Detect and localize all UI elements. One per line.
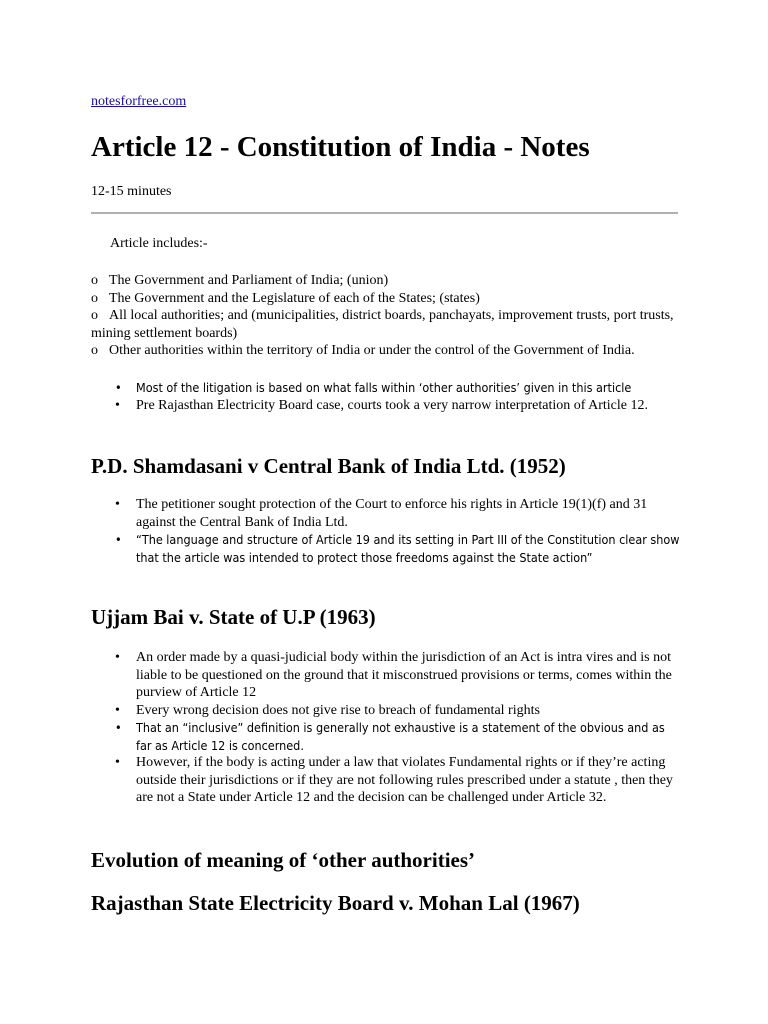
section-heading: Evolution of meaning of ‘other authorities’ <box>91 848 476 872</box>
list-item: o Other authorities within the territory of India or under the control of the Government of India. <box>91 343 635 358</box>
bullet-icon: • <box>115 720 122 735</box>
read-time: 12-15 minutes <box>91 184 172 199</box>
bullet-list-ujjam <box>115 649 680 807</box>
section-heading: Ujjam Bai v. State of U.P (1963) <box>91 605 376 629</box>
list-item: • However, if the body is acting under a law that violates Fundamental rights or if they’re acting outside their jurisdictions or if they are not following rules prescribed under a statute , then they are not a State under Article 12 and the decision can be challenged under Article 32. <box>115 755 673 805</box>
o-list <box>91 272 681 360</box>
list-item: o The Government and Parliament of India; (union) <box>91 273 389 288</box>
bullet-list-intro <box>115 379 680 414</box>
intro-text: Article includes:- <box>110 236 208 251</box>
section-heading: Rajasthan State Electricity Board v. Mohan Lal (1967) <box>91 891 580 915</box>
source-link[interactable]: notesforfree.com <box>91 94 187 109</box>
list-item: • That an “inclusive” definition is generally not exhaustive is a statement of the obvious and as far as Article 12 is concerned. <box>115 720 665 753</box>
bullet-icon: • <box>115 755 120 770</box>
list-marker: o <box>91 290 98 306</box>
bullet-icon: • <box>115 702 120 718</box>
list-item: • Pre Rajasthan Electricity Board case, courts took a very narrow interpretation of Article 12. <box>115 397 648 413</box>
section-heading: P.D. Shamdasani v Central Bank of India Ltd. (1952) <box>91 454 566 478</box>
list-marker: o <box>91 343 98 358</box>
list-marker: o <box>91 273 98 288</box>
divider <box>91 212 678 214</box>
list-item: o All local authorities; and (municipalities, district boards, panchayats, improvement trusts, port trusts, mining settlement boards) <box>91 308 674 341</box>
list-marker: o <box>91 308 98 323</box>
list-item: • “The language and structure of Article 19 and its setting in Part III of the Constitution clear show that the article was intended to protect those freedoms against the State action” <box>115 532 680 565</box>
bullet-icon: • <box>115 397 120 413</box>
bullet-icon: • <box>115 532 122 547</box>
page-title: Article 12 - Constitution of India - Notes <box>91 131 590 163</box>
list-item: o The Government and the Legislature of each of the States; (states) <box>91 290 480 306</box>
list-item: • An order made by a quasi-judicial body within the jurisdiction of an Act is intra vires and is not liable to be questioned on the ground that it misconstrued provisions or terms, comes within the purview of Article 12 <box>115 650 672 700</box>
bullet-icon: • <box>115 650 120 665</box>
bullet-icon: • <box>115 497 120 512</box>
list-item: • Every wrong decision does not give rise to breach of fundamental rights <box>115 702 540 718</box>
bullet-list-shamdasani <box>115 496 680 566</box>
list-item: • The petitioner sought protection of the Court to enforce his rights in Article 19(1)(f) and 31 against the Central Bank of India Ltd. <box>115 497 648 530</box>
bullet-icon: • <box>115 380 122 395</box>
list-item: • Most of the litigation is based on what falls within ‘other authorities’ given in this article <box>115 380 632 395</box>
